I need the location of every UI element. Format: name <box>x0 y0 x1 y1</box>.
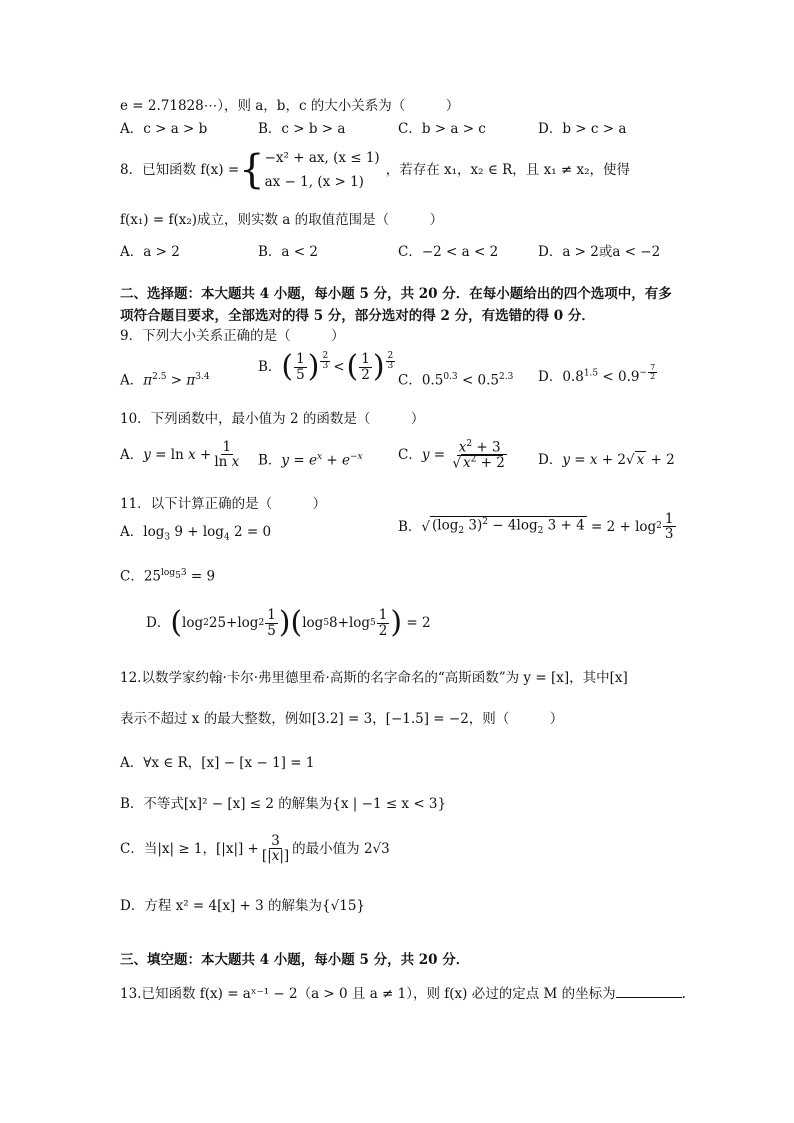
q13-stem: 13.已知函数 f(x) = aˣ⁻¹ − 2（a > 0 且 a ≠ 1），则 f(x) 必过的定点 M 的坐标为 . <box>120 986 686 1002</box>
q7-tail: e = 2.71828⋯），则 a，b，c 的大小关系为（ ） <box>120 98 460 114</box>
q11-stem: 11．以下计算正确的是（ ） <box>120 496 327 512</box>
q9-option-b: B． ( $\frac{1}{5}$ ) $^{\frac{2}{3}}$ < ( $\frac{1}{2}$ ) $^{\frac{2}{3}}$ <box>258 349 394 384</box>
section2-heading-line2: 项符合题目要求，全部选对的得 5 分，部分选对的得 2 分，有选错的得 0 分． <box>120 308 595 324</box>
q10-option-a: A． y = ln x + $\frac{1}{\text{ln x}}$ <box>120 439 240 471</box>
q9-option-a: A．$\pi^{2.5} > \pi^{3.4}$ <box>120 372 210 389</box>
q8-option-a: A．a > 2 <box>120 244 180 260</box>
q8-option-b: B．a < 2 <box>258 244 318 260</box>
q10-option-b: B．$y = e^x + e^{-x}$ <box>258 452 363 469</box>
brace-symbol: { <box>239 147 265 194</box>
piecewise-cases: −x² + ax, (x ≤ 1) ax − 1, (x > 1) <box>264 150 380 191</box>
q11-option-d: D． ( log 2 25+log 2 $\frac{1}{5}$ ) ( log 5 8+log 5 $\frac{1}{2}$ ) = 2 <box>146 605 431 640</box>
q12-option-d: D．方程 x² = 4[x] + 3 的解集为{√15} <box>120 898 366 914</box>
q10-stem: 10．下列函数中，最小值为 2 的函数是（ ） <box>120 411 425 427</box>
q8-stem-line2: f(x₁) = f(x₂)成立，则实数 a 的取值范围是（ ） <box>120 212 444 228</box>
q12-option-a: A．∀x ∈ R，[x] − [x − 1] = 1 <box>120 755 315 771</box>
q12-option-b: B．不等式[x]² − [x] ≤ 2 的解集为{x | −1 ≤ x < 3} <box>120 796 447 812</box>
q7-option-b: B．c > b > a <box>258 121 346 137</box>
q11-option-c: C．$25^{log_53} = 9$ <box>120 568 216 585</box>
q12-stem-line1: 12.以数学家约翰·卡尔·弗里德里希·高斯的名字命名的“高斯函数”为 y = [x]，其中[x] <box>120 670 628 686</box>
q7-option-d: D．b > c > a <box>538 121 627 137</box>
q8-option-c: C．−2 < a < 2 <box>398 244 499 260</box>
q9-option-d: D．$0.8^{1.5} < 0.9^{- \frac{7}{2}}$ <box>538 363 656 385</box>
q8-stem-line1: 8．已知函数 f(x) = { −x² + ax, (x ≤ 1) ax − 1, (x > 1) ，若存在 x₁，x₂ ∈ R，且 x₁ ≠ x₂，使得 <box>120 147 631 194</box>
exponent-2-3: 2 3 <box>322 351 329 372</box>
q10-option-c: C． y = $\frac{x^2 + 3}{√ x^2 + 2}$ <box>398 439 505 472</box>
q8-option-d: D．a > 2或a < −2 <box>538 244 661 260</box>
q10-option-d: D．y = x + 2√ x + 2 <box>538 452 675 468</box>
section2-heading-line1: 二、选择题：本大题共 4 小题，每小题 5 分，共 20 分．在每小题给出的四个选项中，有多 <box>120 286 672 302</box>
q12-option-c: C．当|x| ≥ 1，[|x|] + $\frac{3}{[|x|]}$ 的最小值为 2√3 <box>120 833 390 865</box>
q9-stem: 9．下列大小关系正确的是（ ） <box>120 328 345 344</box>
q12-stem-line2: 表示不超过 x 的最大整数，例如[3.2] = 3，[−1.5] = −2，则（ ） <box>120 711 564 727</box>
q7-option-c: C．b > a > c <box>398 121 486 137</box>
q11-option-b: B． √ ($\log_2$ $3)^2 - 4\log_2$ 3 + 4 = 2 + log 2 $\frac{1}{3}$ <box>398 511 674 543</box>
section3-heading: 三、填空题：本大题共 4 小题，每小题 5 分，共 20 分． <box>120 952 470 968</box>
answer-blank[interactable] <box>616 985 682 998</box>
q7-option-a: A．c > a > b <box>120 121 208 137</box>
q9-option-c: C．$0.5^{0.3} < 0.5^{2.3}$ <box>398 372 514 389</box>
q11-option-a: A．$\log_3 9 + \log_4 2 = 0$ <box>120 524 272 543</box>
